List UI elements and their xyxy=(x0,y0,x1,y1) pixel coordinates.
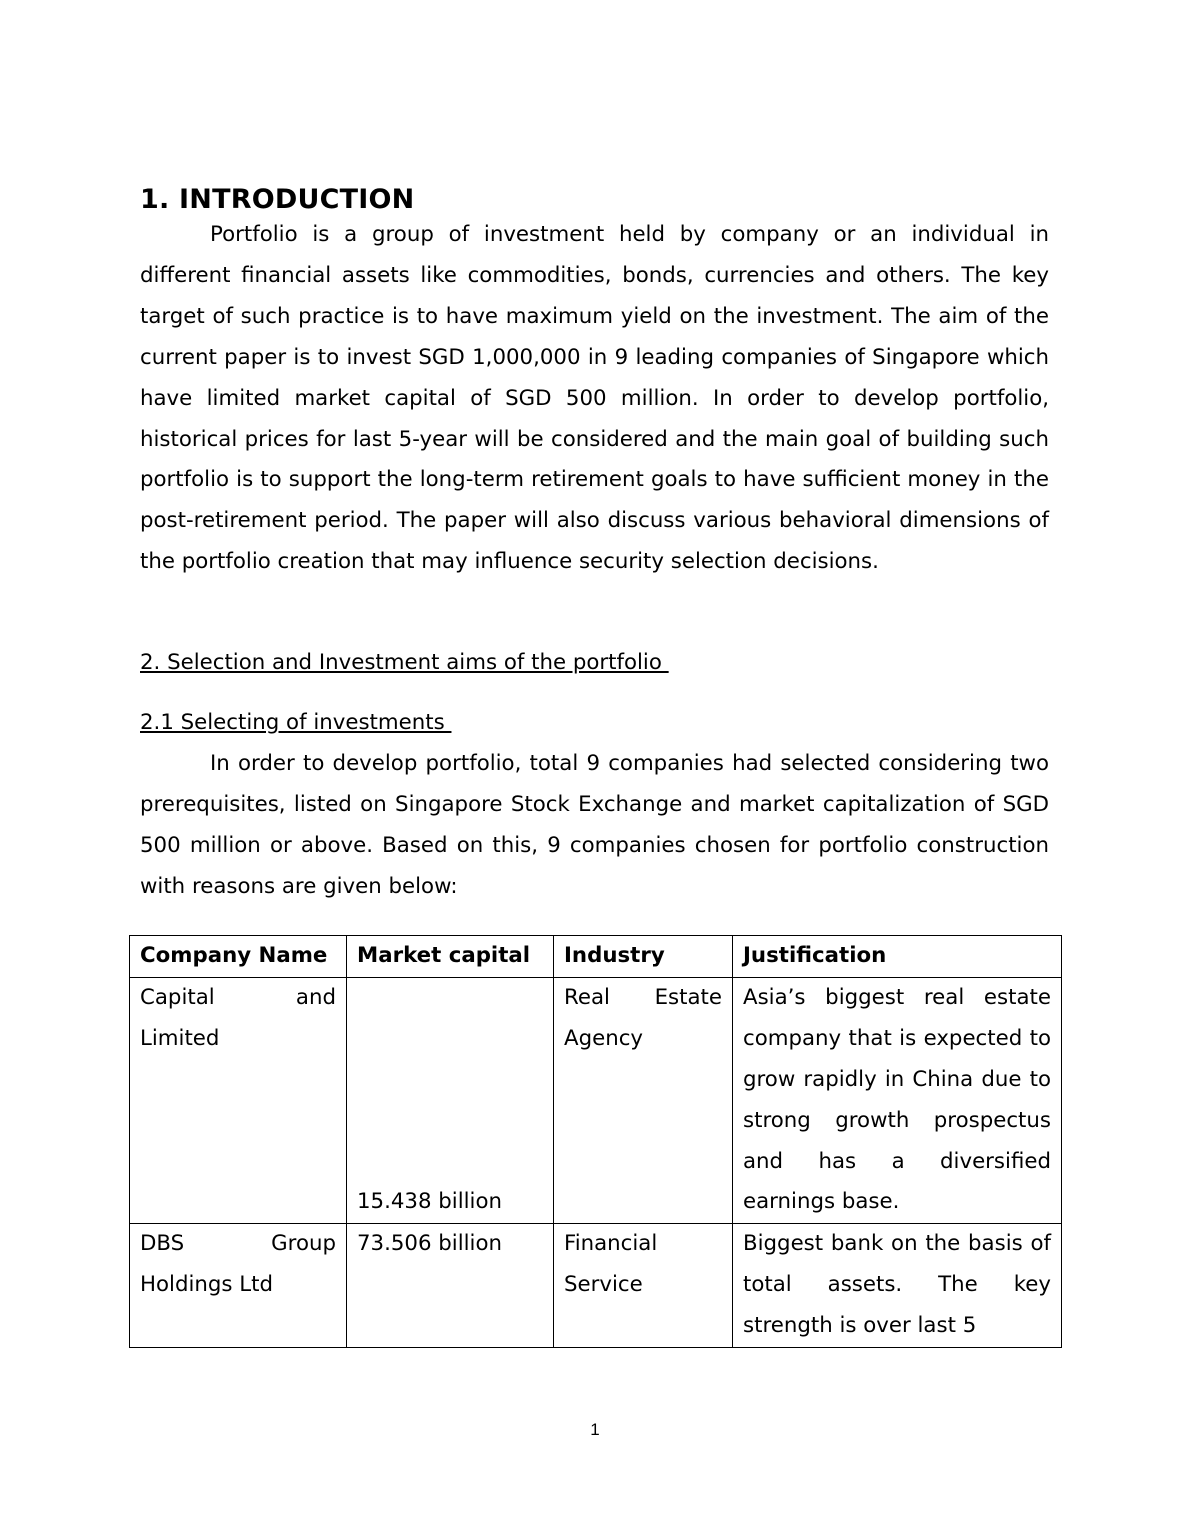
table-row xyxy=(130,1224,1062,1348)
selection-paragraph-text: In order to develop portfolio, total 9 companies had selected considering two prerequisites, listed on Singapore Stock Exchange and market capitalization of SGD 500 million or above. Based on this, 9 companies chosen for portfolio construction with reasons are given below: xyxy=(140,751,1049,899)
table-row xyxy=(130,977,1062,1223)
cell-company: Capital and Limited xyxy=(130,977,347,1223)
cell-industry: Financial Service xyxy=(554,1224,733,1348)
cell-industry: Real Estate Agency xyxy=(554,977,733,1223)
section-heading-introduction: 1. INTRODUCTION xyxy=(140,184,415,215)
table-header-row xyxy=(130,936,1062,978)
market-capital-value: 15.438 billion xyxy=(357,1189,503,1215)
section-2-heading: 2. Selection and Investment aims of the portfolio xyxy=(140,650,669,675)
section-2-1-heading: 2.1 Selecting of investments xyxy=(140,710,452,735)
page-number: 1 xyxy=(590,1420,600,1439)
cell-justification: Asia’s biggest real estate company that is expected to grow rapidly in China due to strong growth prospectus and has a diversified earnings base. xyxy=(733,977,1062,1223)
header-market-capital: Market capital xyxy=(347,936,554,978)
cell-justification: Biggest bank on the basis of total assets. The key strength is over last 5 xyxy=(733,1224,1062,1348)
header-justification: Justification xyxy=(733,936,1062,978)
header-company-name: Company Name xyxy=(130,936,347,978)
company-selection-table xyxy=(129,935,1062,1348)
intro-paragraph-text: Portfolio is a group of investment held by company or an individual in different financial assets like commodities, bonds, currencies and others. The key target of such practice is to have maximum yield on the investment. The aim of the current paper is to invest SGD 1,000,000 in 9 leading companies of Singapore which have limited market capital of SGD 500 million. In order to develop portfolio, historical prices for last 5-year will be considered and the main goal of building such portfolio is to support the long-term retirement goals to have sufficient money in the post-retirement period. The paper will also discuss various behavioral dimensions of the portfolio creation that may influence security selection decisions. xyxy=(140,222,1049,575)
cell-market-capital: 73.506 billion xyxy=(347,1224,554,1348)
header-industry: Industry xyxy=(554,936,733,978)
selection-paragraph xyxy=(140,744,1049,908)
intro-paragraph xyxy=(140,215,1049,583)
cell-market-capital xyxy=(347,977,554,1223)
cell-company: DBS Group Holdings Ltd xyxy=(130,1224,347,1348)
